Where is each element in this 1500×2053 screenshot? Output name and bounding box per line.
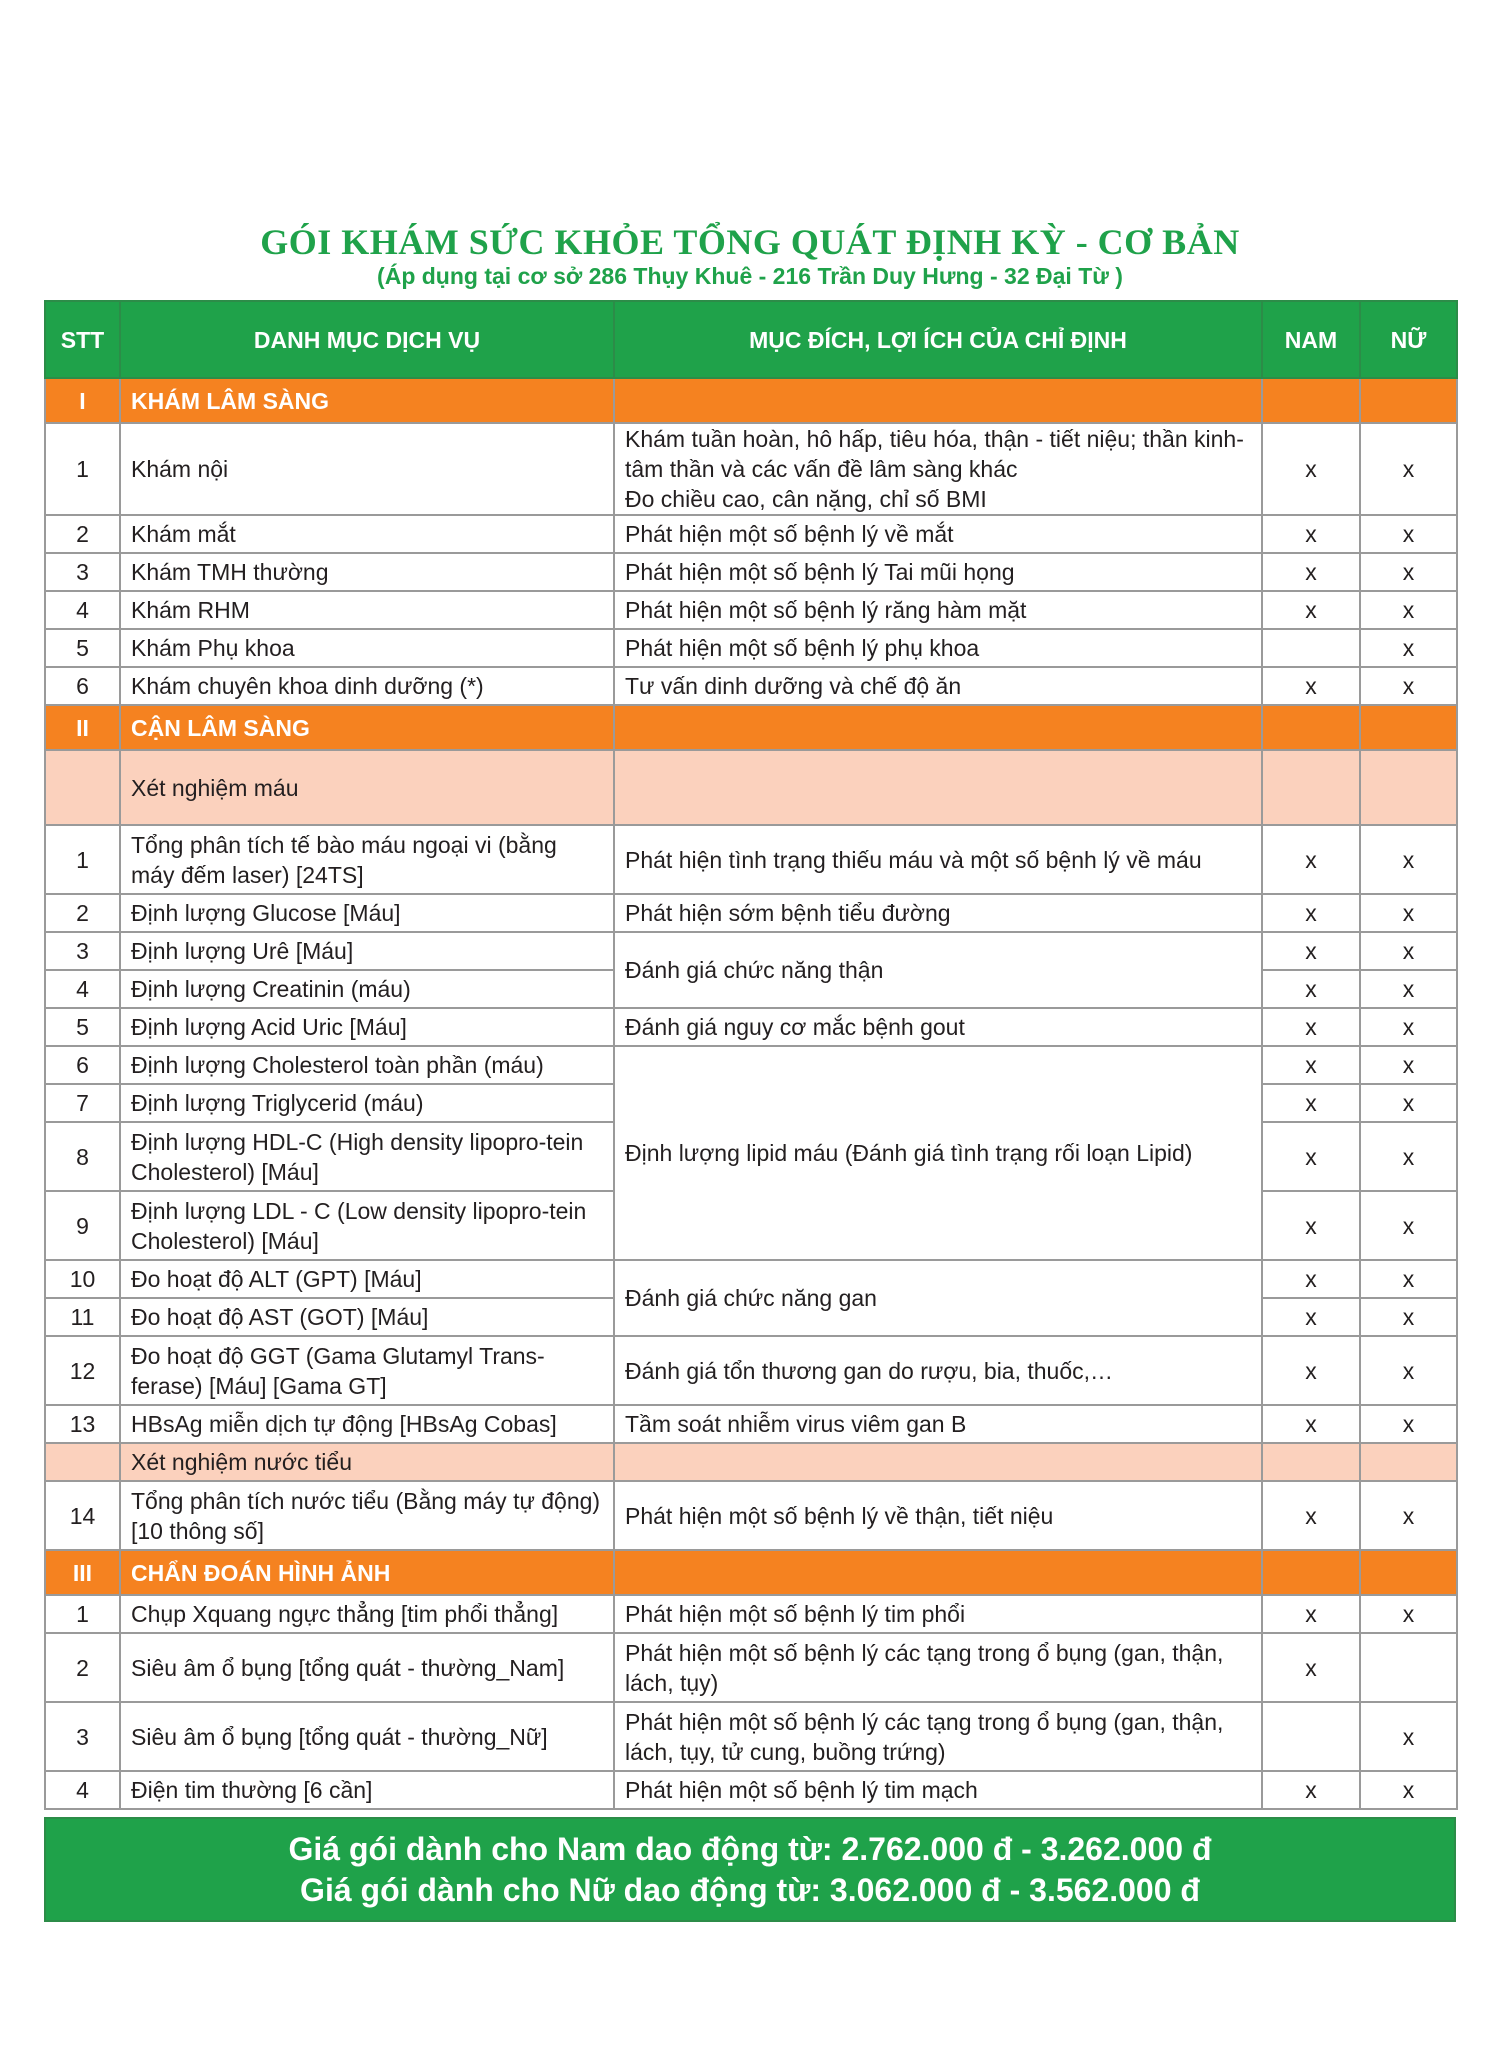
subsection-row bbox=[45, 1443, 1457, 1481]
row-female: x bbox=[1360, 970, 1457, 1008]
row-service: Khám chuyên khoa dinh dưỡng (*) bbox=[120, 667, 614, 705]
row-purpose: Đánh giá tổn thương gan do rượu, bia, thuốc,… bbox=[614, 1336, 1262, 1405]
row-stt: 3 bbox=[45, 932, 120, 970]
table-row bbox=[45, 591, 1457, 629]
page-subtitle: (Áp dụng tại cơ sở 286 Thụy Khuê - 216 Trần Duy Hưng - 32 Đại Từ ) bbox=[377, 263, 1123, 289]
row-female: x bbox=[1360, 932, 1457, 970]
row-female: x bbox=[1360, 553, 1457, 591]
header-stt: STT bbox=[45, 301, 120, 378]
row-male: x bbox=[1262, 1336, 1360, 1405]
section-row bbox=[45, 705, 1457, 750]
row-female: x bbox=[1360, 1298, 1457, 1336]
section-row bbox=[45, 378, 1457, 423]
row-female: x bbox=[1360, 1595, 1457, 1633]
table-row bbox=[45, 1405, 1457, 1443]
row-stt: 1 bbox=[45, 825, 120, 894]
row-service: Điện tim thường [6 cần] bbox=[120, 1771, 614, 1809]
table-row bbox=[45, 1633, 1457, 1702]
table-row bbox=[45, 1702, 1457, 1771]
page-title: GÓI KHÁM SỨC KHỎE TỔNG QUÁT ĐỊNH KỲ - CƠ BẢN bbox=[260, 222, 1240, 262]
table-row bbox=[45, 629, 1457, 667]
row-female: x bbox=[1360, 1084, 1457, 1122]
row-male: x bbox=[1262, 894, 1360, 932]
row-purpose: Phát hiện một số bệnh lý tim phổi bbox=[614, 1595, 1262, 1633]
row-service: Khám Phụ khoa bbox=[120, 629, 614, 667]
row-service: HBsAg miễn dịch tự động [HBsAg Cobas] bbox=[120, 1405, 614, 1443]
table-header-row bbox=[45, 301, 1457, 378]
row-male: x bbox=[1262, 515, 1360, 553]
row-purpose: Phát hiện một số bệnh lý các tạng trong ổ bụng (gan, thận, lách, tụy, tử cung, buồng trứng) bbox=[614, 1702, 1262, 1771]
row-male: x bbox=[1262, 1260, 1360, 1298]
row-male: x bbox=[1262, 1405, 1360, 1443]
row-male: x bbox=[1262, 1298, 1360, 1336]
row-stt: 12 bbox=[45, 1336, 120, 1405]
table-row bbox=[45, 1336, 1457, 1405]
row-female: x bbox=[1360, 1702, 1457, 1771]
section-number: II bbox=[45, 705, 120, 750]
subsection-row bbox=[45, 750, 1457, 825]
row-service: Tổng phân tích nước tiểu (Bằng máy tự động) [10 thông số] bbox=[120, 1481, 614, 1550]
row-purpose: Phát hiện một số bệnh lý Tai mũi họng bbox=[614, 553, 1262, 591]
row-service: Chụp Xquang ngực thẳng [tim phổi thẳng] bbox=[120, 1595, 614, 1633]
row-service: Siêu âm ổ bụng [tổng quát - thường_Nam] bbox=[120, 1633, 614, 1702]
row-stt: 10 bbox=[45, 1260, 120, 1298]
row-stt: 14 bbox=[45, 1481, 120, 1550]
row-female: x bbox=[1360, 1122, 1457, 1191]
row-stt: 5 bbox=[45, 629, 120, 667]
row-purpose: Định lượng lipid máu (Đánh giá tình trạng rối loạn Lipid) bbox=[614, 1046, 1262, 1260]
section-title: CHẨN ĐOÁN HÌNH ẢNH bbox=[120, 1550, 614, 1595]
row-male: x bbox=[1262, 1633, 1360, 1702]
section-number: III bbox=[45, 1550, 120, 1595]
row-male: x bbox=[1262, 1122, 1360, 1191]
row-stt: 2 bbox=[45, 515, 120, 553]
row-stt: 3 bbox=[45, 1702, 120, 1771]
row-purpose: Tư vấn dinh dưỡng và chế độ ăn bbox=[614, 667, 1262, 705]
row-male: x bbox=[1262, 423, 1360, 515]
row-service: Định lượng LDL - C (Low density lipopro-tein Cholesterol) [Máu] bbox=[120, 1191, 614, 1260]
row-stt: 9 bbox=[45, 1191, 120, 1260]
row-purpose: Khám tuần hoàn, hô hấp, tiêu hóa, thận - tiết niệu; thần kinh-tâm thần và các vấn đề lâm sàng khác Đo chiều cao, cân nặng, chỉ số BMI bbox=[614, 423, 1262, 515]
section-title: CẬN LÂM SÀNG bbox=[120, 705, 614, 750]
row-male bbox=[1262, 1702, 1360, 1771]
row-purpose: Đánh giá nguy cơ mắc bệnh gout bbox=[614, 1008, 1262, 1046]
table-row bbox=[45, 1008, 1457, 1046]
row-purpose: Phát hiện tình trạng thiếu máu và một số bệnh lý về máu bbox=[614, 825, 1262, 894]
row-female: x bbox=[1360, 1336, 1457, 1405]
row-stt: 6 bbox=[45, 667, 120, 705]
row-service: Khám TMH thường bbox=[120, 553, 614, 591]
section-number: I bbox=[45, 378, 120, 423]
row-female: x bbox=[1360, 1191, 1457, 1260]
row-service: Khám RHM bbox=[120, 591, 614, 629]
row-male: x bbox=[1262, 970, 1360, 1008]
row-female: x bbox=[1360, 825, 1457, 894]
price-footer bbox=[44, 1817, 1456, 1922]
table-row bbox=[45, 667, 1457, 705]
row-purpose: Tầm soát nhiễm virus viêm gan B bbox=[614, 1405, 1262, 1443]
row-service: Đo hoạt độ GGT (Gama Glutamyl Trans-ferase) [Máu] [Gama GT] bbox=[120, 1336, 614, 1405]
subsection-title: Xét nghiệm nước tiểu bbox=[120, 1443, 614, 1481]
row-male: x bbox=[1262, 1008, 1360, 1046]
row-female: x bbox=[1360, 894, 1457, 932]
row-male: x bbox=[1262, 1191, 1360, 1260]
row-purpose: Phát hiện một số bệnh lý về mắt bbox=[614, 515, 1262, 553]
row-female: x bbox=[1360, 1481, 1457, 1550]
row-service: Định lượng Urê [Máu] bbox=[120, 932, 614, 970]
row-female: x bbox=[1360, 629, 1457, 667]
row-stt: 11 bbox=[45, 1298, 120, 1336]
row-stt: 6 bbox=[45, 1046, 120, 1084]
row-service: Định lượng Creatinin (máu) bbox=[120, 970, 614, 1008]
row-stt: 3 bbox=[45, 553, 120, 591]
row-female: x bbox=[1360, 515, 1457, 553]
row-male: x bbox=[1262, 932, 1360, 970]
row-service: Đo hoạt độ AST (GOT) [Máu] bbox=[120, 1298, 614, 1336]
section-row bbox=[45, 1550, 1457, 1595]
row-female: x bbox=[1360, 1046, 1457, 1084]
row-service: Định lượng Cholesterol toàn phần (máu) bbox=[120, 1046, 614, 1084]
row-female: x bbox=[1360, 591, 1457, 629]
header-female: NỮ bbox=[1360, 301, 1457, 378]
table-row bbox=[45, 1260, 1457, 1298]
header-service: DANH MỤC DỊCH VỤ bbox=[120, 301, 614, 378]
row-stt: 5 bbox=[45, 1008, 120, 1046]
row-male: x bbox=[1262, 553, 1360, 591]
row-stt: 13 bbox=[45, 1405, 120, 1443]
row-service: Khám nội bbox=[120, 423, 614, 515]
female-price: Giá gói dành cho Nữ dao động từ: 3.062.000 đ - 3.562.000 đ bbox=[300, 1872, 1200, 1908]
row-stt: 1 bbox=[45, 1595, 120, 1633]
row-male: x bbox=[1262, 1595, 1360, 1633]
row-female bbox=[1360, 1633, 1457, 1702]
table-row bbox=[45, 1046, 1457, 1084]
row-stt: 8 bbox=[45, 1122, 120, 1191]
row-service: Khám mắt bbox=[120, 515, 614, 553]
row-stt: 1 bbox=[45, 423, 120, 515]
header-male: NAM bbox=[1262, 301, 1360, 378]
table-row bbox=[45, 825, 1457, 894]
row-service: Đo hoạt độ ALT (GPT) [Máu] bbox=[120, 1260, 614, 1298]
service-table bbox=[44, 300, 1458, 1810]
row-purpose: Phát hiện sớm bệnh tiểu đường bbox=[614, 894, 1262, 932]
row-male: x bbox=[1262, 591, 1360, 629]
section-title: KHÁM LÂM SÀNG bbox=[120, 378, 614, 423]
row-service: Định lượng Acid Uric [Máu] bbox=[120, 1008, 614, 1046]
row-male: x bbox=[1262, 1046, 1360, 1084]
row-stt: 2 bbox=[45, 1633, 120, 1702]
table-row bbox=[45, 423, 1457, 515]
row-female: x bbox=[1360, 1405, 1457, 1443]
row-service: Siêu âm ổ bụng [tổng quát - thường_Nữ] bbox=[120, 1702, 614, 1771]
row-male: x bbox=[1262, 825, 1360, 894]
row-female: x bbox=[1360, 1008, 1457, 1046]
subsection-title: Xét nghiệm máu bbox=[120, 750, 614, 825]
table-row bbox=[45, 894, 1457, 932]
row-service: Định lượng Triglycerid (máu) bbox=[120, 1084, 614, 1122]
row-stt: 7 bbox=[45, 1084, 120, 1122]
row-female: x bbox=[1360, 1771, 1457, 1809]
table-row bbox=[45, 515, 1457, 553]
male-price: Giá gói dành cho Nam dao động từ: 2.762.000 đ - 3.262.000 đ bbox=[288, 1831, 1212, 1867]
row-stt: 4 bbox=[45, 970, 120, 1008]
row-male: x bbox=[1262, 667, 1360, 705]
row-service: Tổng phân tích tế bào máu ngoại vi (bằng máy đếm laser) [24TS] bbox=[120, 825, 614, 894]
row-female: x bbox=[1360, 423, 1457, 515]
row-purpose: Đánh giá chức năng thận bbox=[614, 932, 1262, 1008]
row-female: x bbox=[1360, 667, 1457, 705]
row-stt: 4 bbox=[45, 1771, 120, 1809]
row-service: Định lượng Glucose [Máu] bbox=[120, 894, 614, 932]
header-purpose: MỤC ĐÍCH, LỢI ÍCH CỦA CHỈ ĐỊNH bbox=[614, 301, 1262, 378]
row-female: x bbox=[1360, 1260, 1457, 1298]
row-purpose: Phát hiện một số bệnh lý răng hàm mặt bbox=[614, 591, 1262, 629]
row-purpose: Phát hiện một số bệnh lý về thận, tiết niệu bbox=[614, 1481, 1262, 1550]
row-purpose: Phát hiện một số bệnh lý phụ khoa bbox=[614, 629, 1262, 667]
table-row bbox=[45, 932, 1457, 970]
table-row bbox=[45, 1481, 1457, 1550]
row-service: Định lượng HDL-C (High density lipopro-tein Cholesterol) [Máu] bbox=[120, 1122, 614, 1191]
row-male bbox=[1262, 629, 1360, 667]
row-stt: 4 bbox=[45, 591, 120, 629]
table-row bbox=[45, 553, 1457, 591]
row-male: x bbox=[1262, 1084, 1360, 1122]
row-purpose: Đánh giá chức năng gan bbox=[614, 1260, 1262, 1336]
table-row bbox=[45, 1595, 1457, 1633]
table-row bbox=[45, 1771, 1457, 1809]
row-purpose: Phát hiện một số bệnh lý tim mạch bbox=[614, 1771, 1262, 1809]
row-stt: 2 bbox=[45, 894, 120, 932]
row-male: x bbox=[1262, 1481, 1360, 1550]
row-purpose: Phát hiện một số bệnh lý các tạng trong ổ bụng (gan, thận, lách, tụy) bbox=[614, 1633, 1262, 1702]
row-male: x bbox=[1262, 1771, 1360, 1809]
